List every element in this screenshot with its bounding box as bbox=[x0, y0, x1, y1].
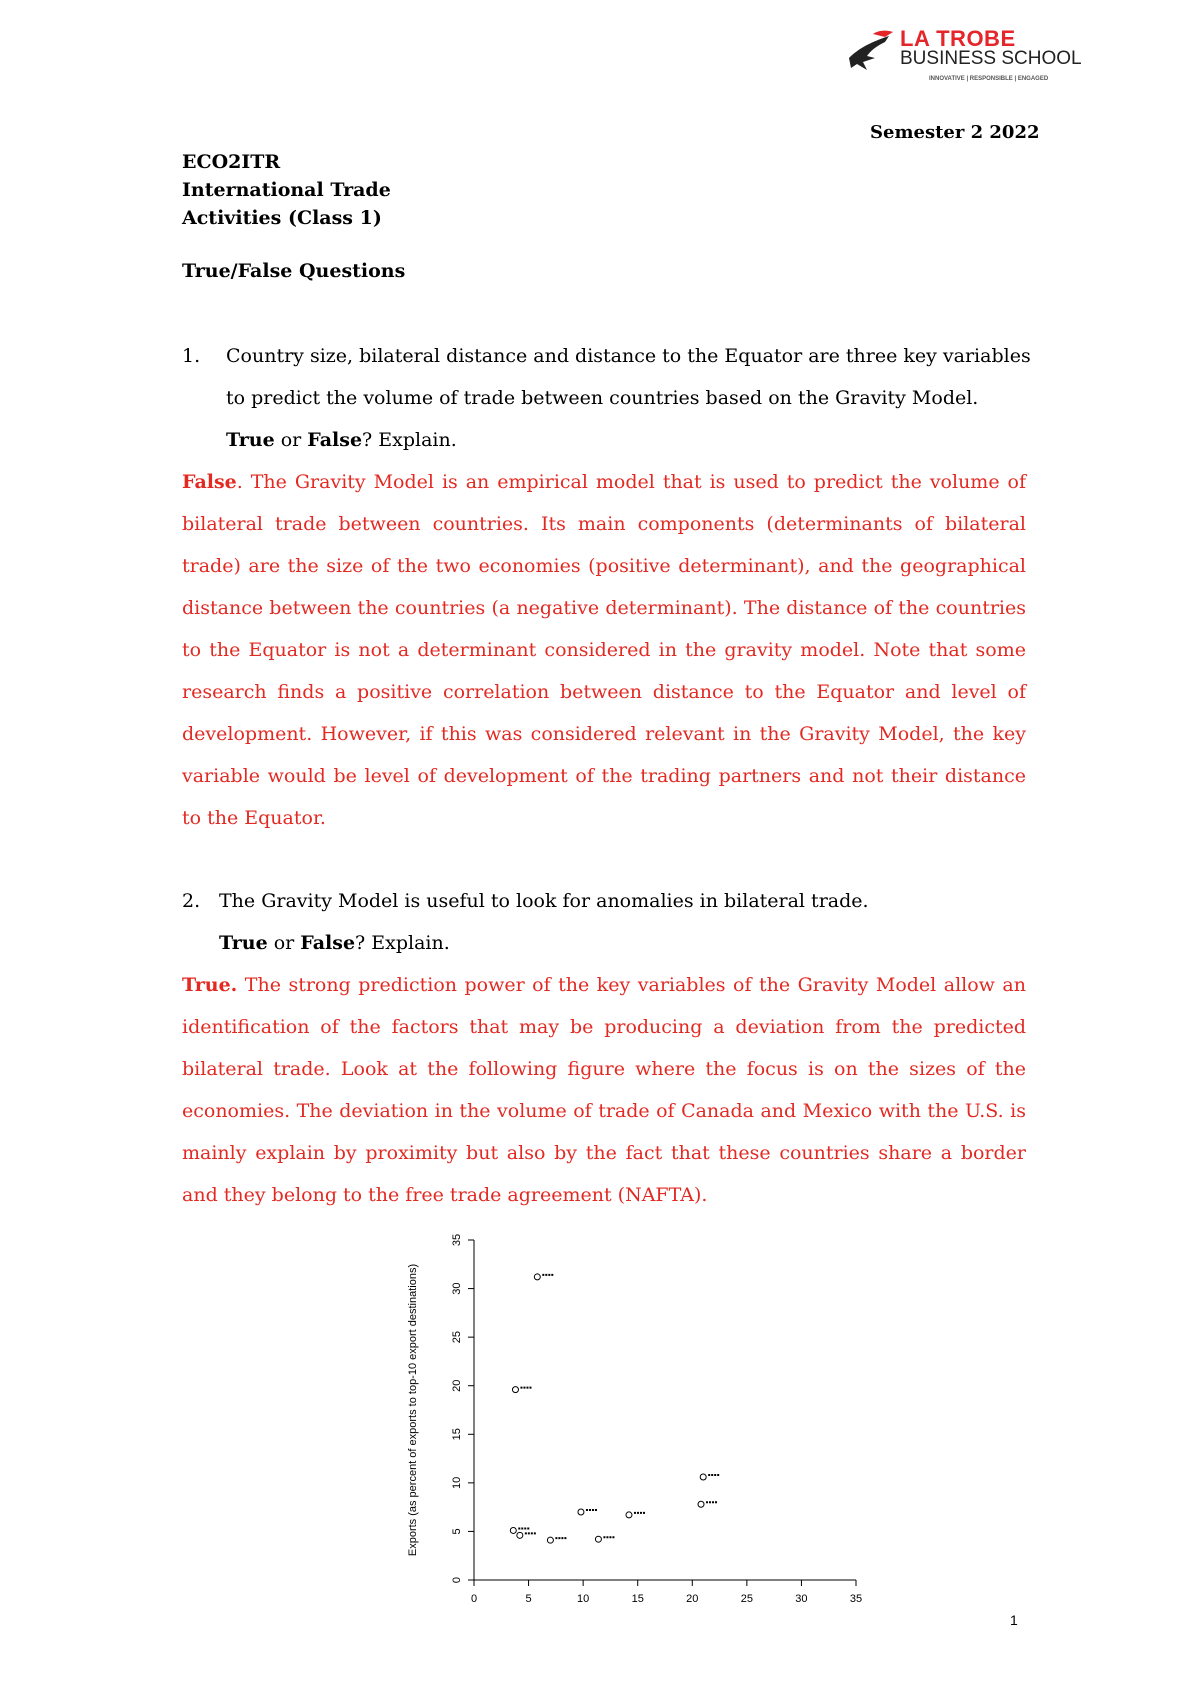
x-tick-label: 10 bbox=[577, 1593, 590, 1605]
pelican-logo-icon bbox=[845, 28, 897, 74]
answer-text: The strong prediction power of the key variables of the Gravity Model allow an identification of the factors that may be producing a deviation from the predicted bilateral trade. Look at the following figure where the focus is on the sizes of the economies. The deviation in the volume of trade of Canada and Mexico with the U.S. is mainly explain by proximity but also by the fact that these countries share a border and they belong to the free trade agreement (NAFTA). bbox=[182, 974, 1026, 1206]
scatter-chart bbox=[400, 1225, 880, 1605]
answer-2 bbox=[182, 964, 1026, 1216]
data-point bbox=[517, 1532, 523, 1538]
data-point bbox=[512, 1387, 518, 1393]
x-tick-label: 5 bbox=[525, 1593, 532, 1605]
logo-line2: BUSINESS SCHOOL bbox=[900, 48, 1082, 69]
course-code: ECO2ITR bbox=[182, 151, 281, 173]
y-tick-label: 15 bbox=[451, 1428, 463, 1441]
data-point bbox=[547, 1537, 553, 1543]
y-tick-label: 0 bbox=[451, 1576, 463, 1584]
x-tick-label: 20 bbox=[686, 1593, 699, 1605]
section-title: True/False Questions bbox=[182, 260, 406, 282]
question-2 bbox=[182, 880, 1032, 964]
question-text-line: The Gravity Model is useful to look for anomalies in bilateral trade. bbox=[219, 890, 869, 912]
y-tick-label: 25 bbox=[451, 1331, 463, 1344]
page-number: 1 bbox=[1010, 1612, 1018, 1628]
question-text-line: Country size, bilateral distance and distance to the Equator are three key variables bbox=[226, 345, 1031, 367]
x-tick-label: 25 bbox=[740, 1593, 753, 1605]
course-title: International Trade bbox=[182, 179, 391, 201]
x-tick-label: 35 bbox=[849, 1593, 863, 1605]
x-tick-label: 30 bbox=[795, 1593, 808, 1605]
y-tick-label: 10 bbox=[451, 1476, 463, 1489]
y-axis-label: Exports (as percent of exports to top-10 export destinations) bbox=[407, 1263, 419, 1557]
logo-tagline: INNOVATIVE | RESPONSIBLE | ENGAGED bbox=[929, 76, 1049, 82]
logo-line1: LA TROBE bbox=[900, 26, 1016, 51]
y-tick-label: 30 bbox=[451, 1282, 463, 1295]
data-point bbox=[595, 1536, 601, 1542]
data-point bbox=[578, 1509, 584, 1515]
data-point bbox=[534, 1274, 540, 1280]
data-point bbox=[626, 1512, 632, 1518]
course-header bbox=[182, 148, 391, 232]
answer-lead: False bbox=[182, 471, 237, 493]
answer-1 bbox=[182, 461, 1026, 839]
la-trobe-logo bbox=[845, 26, 1095, 86]
data-point bbox=[510, 1527, 516, 1533]
answer-text: . The Gravity Model is an empirical model that is used to predict the volume of bilateral trade between countries. Its main components (determinants of bilateral trade) are the size of the two economies (positive determinant), and the geographical distance between the countries (a negative determinant). The distance of the countries to the Equator is not a determinant considered in the gravity model. Note that some research finds a positive correlation between distance to the Equator and level of development. However, if this was considered relevant in the Gravity Model, the key variable would be level of development of the trading partners and not their distance to the Equator. bbox=[182, 471, 1026, 829]
activity-title: Activities (Class 1) bbox=[182, 207, 382, 229]
data-point bbox=[700, 1474, 706, 1480]
data-point bbox=[698, 1501, 704, 1507]
y-tick-label: 5 bbox=[451, 1528, 463, 1535]
y-tick-label: 35 bbox=[451, 1233, 463, 1247]
semester-label: Semester 2 2022 bbox=[870, 122, 1040, 143]
question-prompt: True or False? Explain. bbox=[226, 429, 457, 451]
x-tick-label: 15 bbox=[631, 1593, 644, 1605]
question-number: 2. bbox=[182, 890, 201, 912]
x-tick-label: 0 bbox=[470, 1593, 478, 1605]
question-1 bbox=[182, 335, 1032, 461]
question-prompt: True or False? Explain. bbox=[219, 932, 450, 954]
question-text-line: to predict the volume of trade between countries based on the Gravity Model. bbox=[226, 387, 979, 409]
y-tick-label: 20 bbox=[451, 1379, 463, 1392]
answer-lead: True. bbox=[182, 974, 238, 996]
question-number: 1. bbox=[182, 345, 201, 367]
